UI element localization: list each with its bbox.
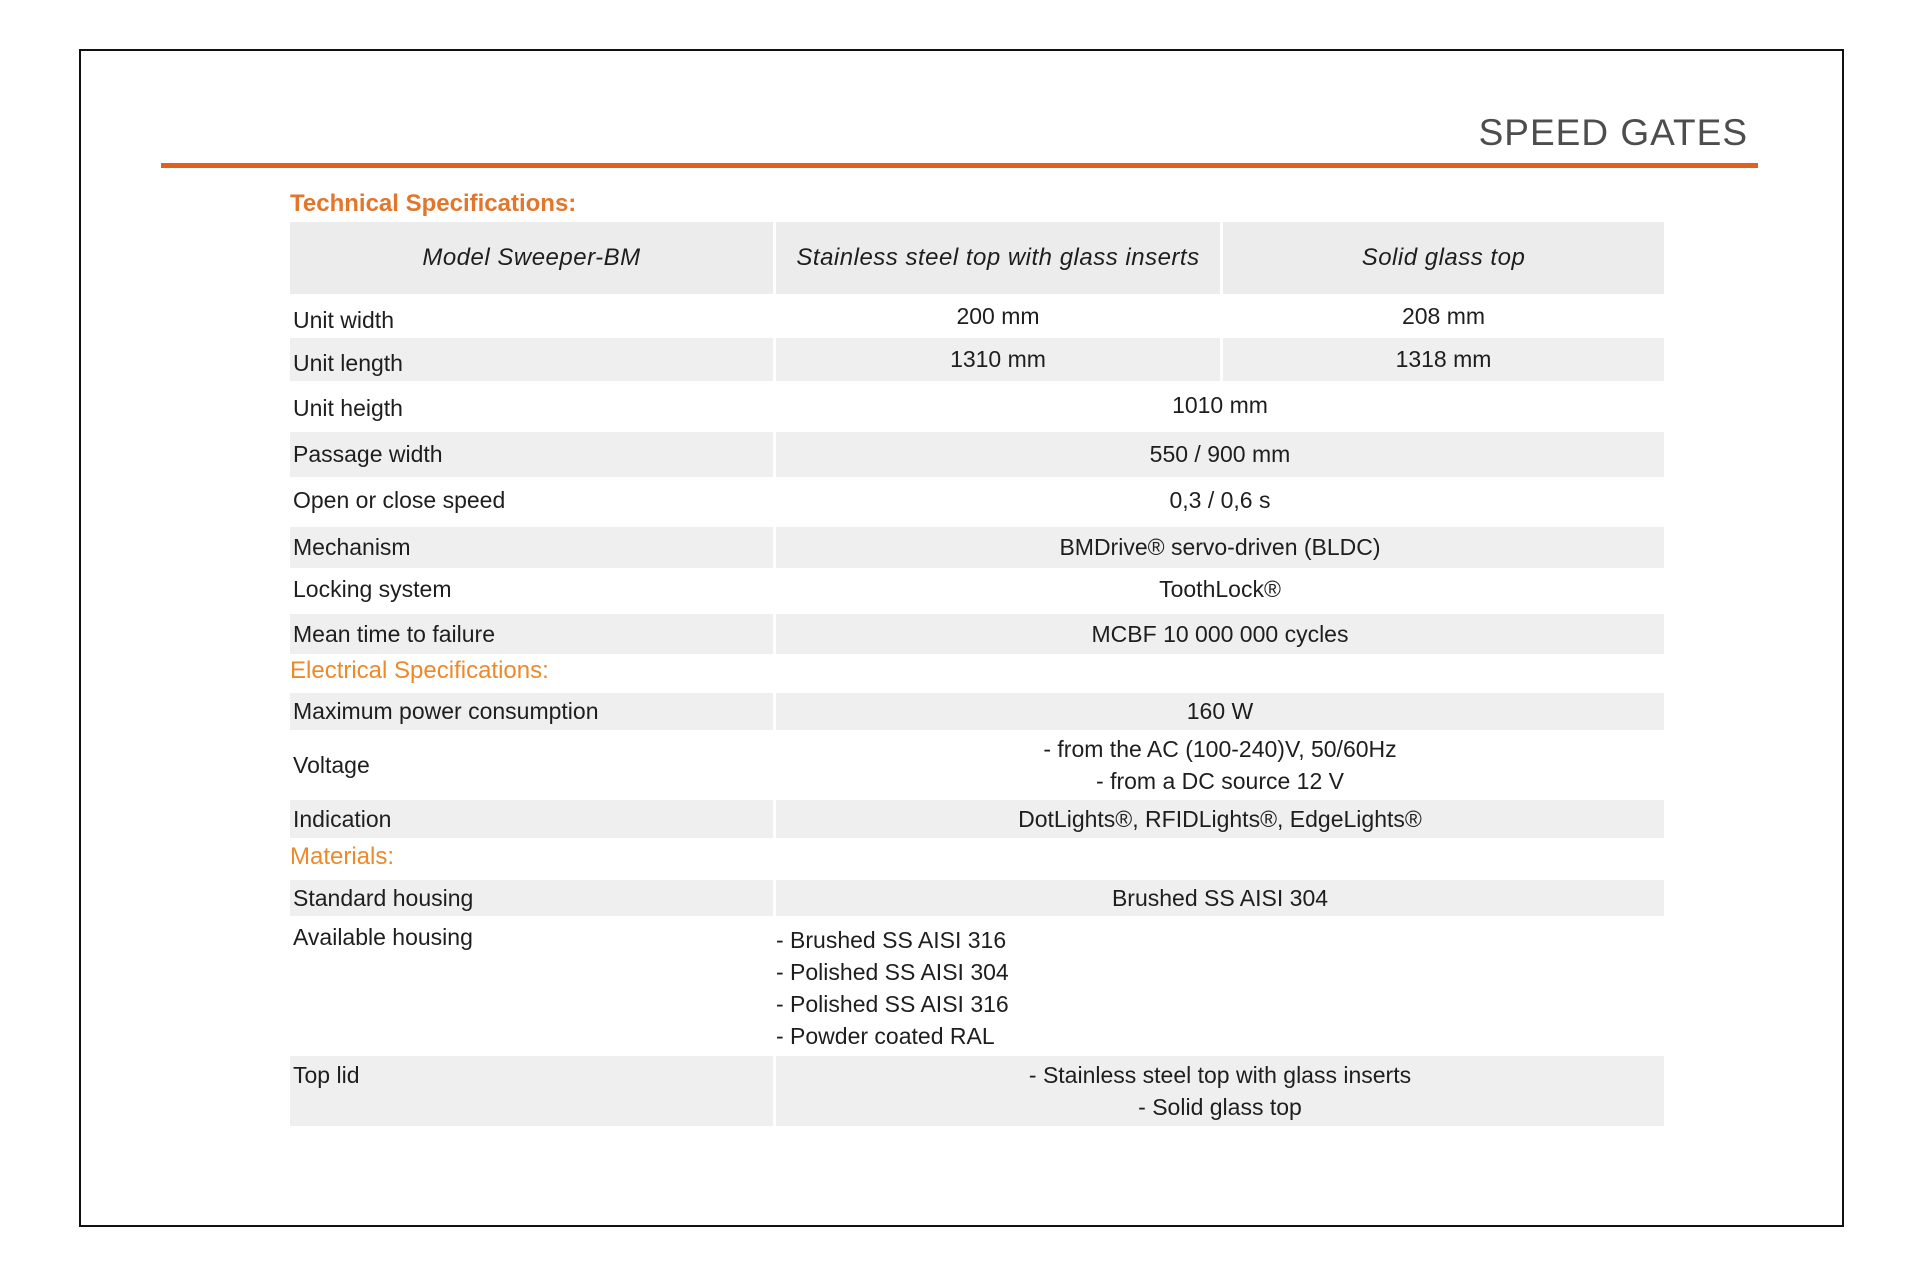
table-row (290, 880, 1664, 916)
value-line: - Polished SS AISI 316 (776, 991, 1009, 1017)
row-value (776, 732, 1664, 798)
table-row (290, 800, 1664, 838)
value-line: - Stainless steel top with glass inserts (1028, 1062, 1412, 1088)
row-label: Maximum power consumption (290, 693, 773, 730)
row-value: 1010 mm (1172, 391, 1268, 418)
table-row (290, 732, 1664, 798)
table-row (290, 383, 1664, 427)
value-line: - Brushed SS AISI 316 (776, 927, 1007, 953)
table-row (290, 432, 1664, 477)
table-row (290, 296, 1664, 336)
row-label: Locking system (293, 575, 452, 602)
header-variant-a: Stainless steel top with glass inserts (776, 222, 1220, 294)
row-value: Brushed SS AISI 304 (776, 880, 1664, 916)
row-value: DotLights®, RFIDLights®, EdgeLights® (776, 800, 1664, 838)
section-heading-materials: Materials: (290, 843, 395, 870)
header-model: Model Sweeper-BM (290, 222, 773, 294)
value-line: - Solid glass top (1138, 1094, 1302, 1120)
row-label: Top lid (290, 1056, 773, 1126)
row-label: Passage width (290, 432, 773, 477)
section-heading-technical: Technical Specifications: (290, 190, 577, 217)
header-variant-b: Solid glass top (1223, 222, 1664, 294)
row-value: 160 W (776, 693, 1664, 730)
row-label: Open or close speed (293, 486, 506, 513)
row-value: BMDrive® servo-driven (BLDC) (776, 527, 1664, 568)
table-row (290, 479, 1664, 521)
row-label: Unit heigth (293, 394, 403, 421)
row-value-a: 1310 mm (776, 338, 1220, 381)
table-row (290, 918, 1664, 1054)
section-heading-electrical: Electrical Specifications: (290, 657, 549, 684)
value-line: - Polished SS AISI 304 (776, 959, 1009, 985)
table-header-row (290, 222, 1664, 294)
value-line: - from a DC source 12 V (1096, 768, 1344, 794)
table-row (290, 338, 1664, 381)
row-value: MCBF 10 000 000 cycles (776, 614, 1664, 654)
row-label: Mean time to failure (290, 614, 773, 654)
row-value: 550 / 900 mm (776, 432, 1664, 477)
table-row (290, 693, 1664, 730)
row-value (776, 918, 1664, 1054)
row-value-a: 200 mm (956, 302, 1040, 329)
row-value: 0,3 / 0,6 s (1169, 486, 1271, 513)
row-label: Unit width (293, 306, 394, 333)
row-label: Standard housing (290, 880, 773, 916)
row-value-b: 208 mm (1401, 302, 1486, 329)
row-value-b: 1318 mm (1223, 338, 1664, 381)
row-label: Mechanism (290, 527, 773, 568)
row-label: Available housing (293, 924, 473, 950)
row-label: Unit length (290, 338, 773, 381)
row-label: Voltage (293, 751, 370, 778)
accent-divider (161, 163, 1758, 168)
table-row (290, 527, 1664, 568)
row-label: Indication (290, 800, 773, 838)
table-row (290, 614, 1664, 654)
value-line: - from the AC (100-240)V, 50/60Hz (1043, 736, 1397, 762)
table-row (290, 1056, 1664, 1126)
row-value: ToothLock® (1159, 575, 1281, 602)
table-row (290, 570, 1664, 608)
page-title: SPEED GATES (1478, 112, 1748, 153)
value-line: - Powder coated RAL (776, 1023, 995, 1049)
row-value (776, 1056, 1664, 1126)
